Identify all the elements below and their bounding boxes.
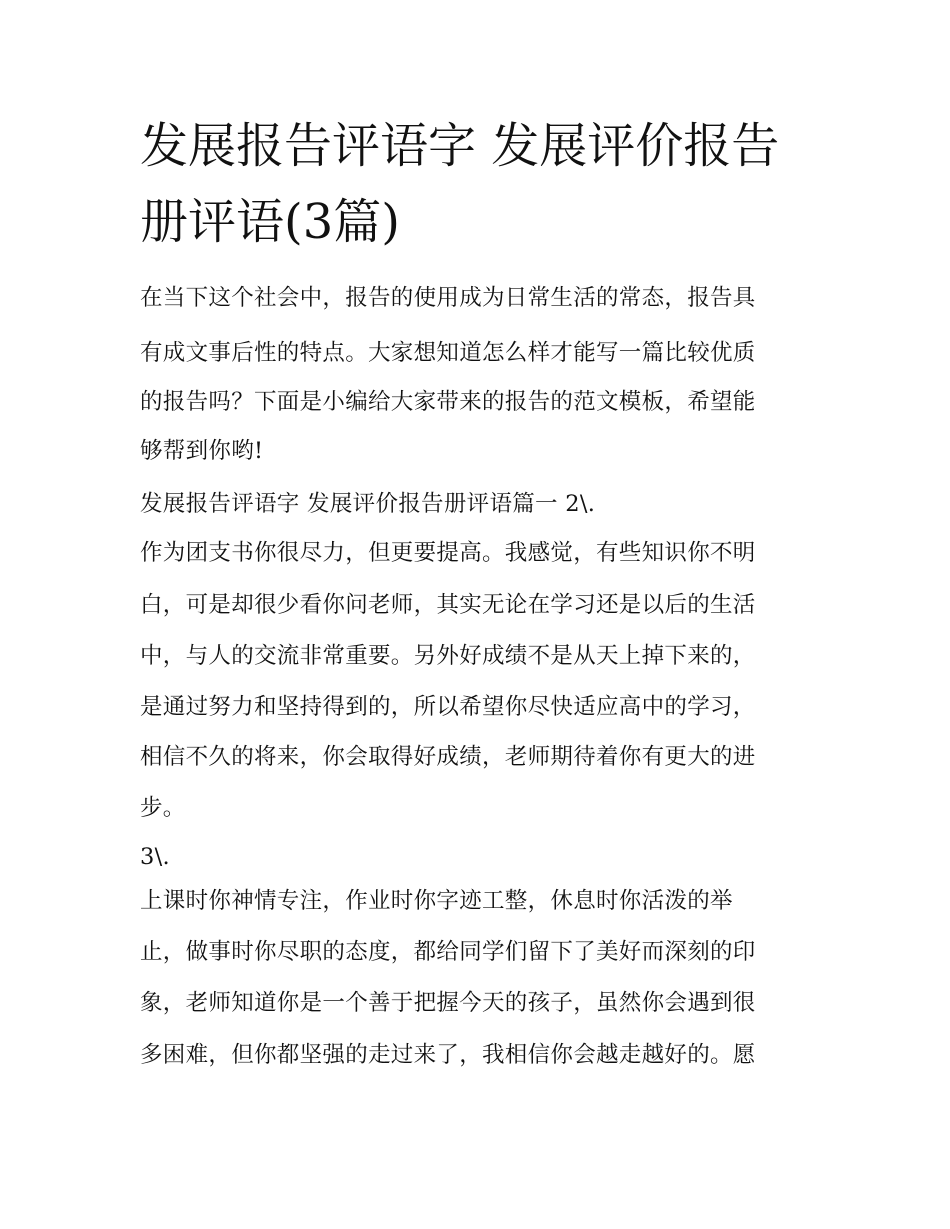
paragraph-line: 作为团支书你很尽力，但更要提高。我感觉，有些知识你不明 (140, 540, 756, 566)
paragraph-line: 象，老师知道你是一个善于把握今天的孩子，虽然你会遇到很 (140, 990, 756, 1016)
title-line-2: 册评语(3篇) (140, 194, 400, 250)
paragraph-line: 止，做事时你尽职的态度，都给同学们留下了美好而深刻的印 (140, 939, 756, 965)
paragraph-line: 上课时你神情专注，作业时你字迹工整，休息时你活泼的举 (140, 888, 733, 914)
paragraph-line: 多困难，但你都坚强的走过来了，我相信你会越走越好的。愿 (140, 1042, 756, 1068)
intro-line: 有成文事后性的特点。大家想知道怎么样才能写一篇比较优质 (140, 340, 756, 366)
title-line-1: 发展报告评语字 发展评价报告 (140, 118, 780, 174)
paragraph-line: 白，可是却很少看你问老师，其实无论在学习还是以后的生活 (140, 592, 756, 618)
intro-line: 够帮到你哟! (140, 438, 264, 464)
paragraph-line: 步。 (140, 795, 186, 821)
intro-line: 在当下这个社会中，报告的使用成为日常生活的常态，报告具 (140, 285, 756, 311)
section-heading: 发展报告评语字 发展评价报告册评语篇一 2\. (140, 491, 596, 517)
paragraph-line: 是通过努力和坚持得到的，所以希望你尽快适应高中的学习， (140, 694, 756, 720)
paragraph-line: 相信不久的将来，你会取得好成绩，老师期待着你有更大的进 (140, 744, 756, 770)
document-title (140, 108, 820, 260)
intro-line: 的报告吗？下面是小编给大家带来的报告的范文模板，希望能 (140, 389, 756, 415)
item-number: 3\. (140, 844, 170, 870)
paragraph-line: 中，与人的交流非常重要。另外好成绩不是从天上掉下来的， (140, 643, 756, 669)
